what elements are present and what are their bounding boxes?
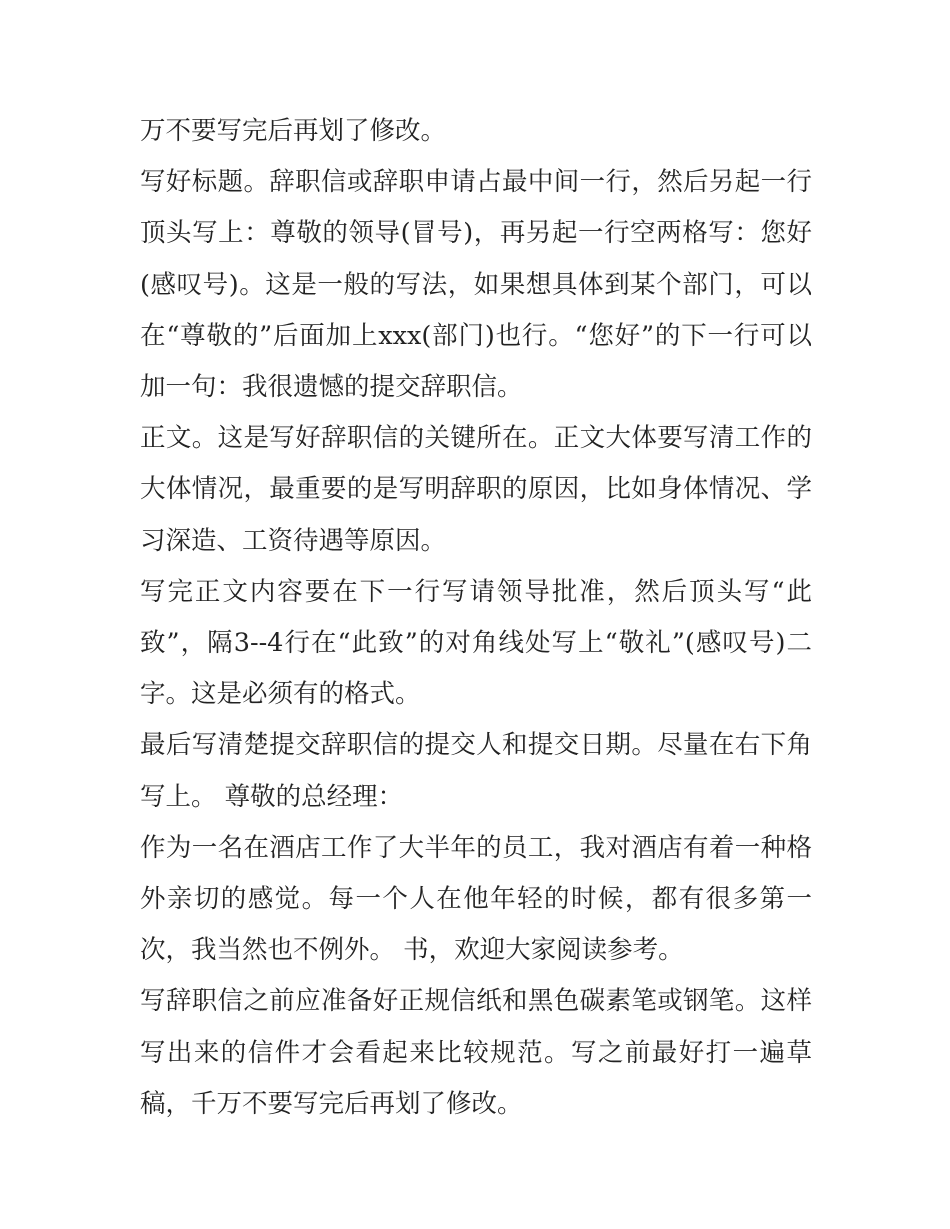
paragraph-3: 正文。这是写好辞职信的关键所在。正文大体要写清工作的大体情况，最重要的是写明辞职的原因，比如身体情况、学习深造、工资待遇等原因。 xyxy=(140,423,812,556)
paragraph-6: 作为一名在酒店工作了大半年的员工，我对酒店有着一种格外亲切的感觉。每一个人在他年轻的时候，都有很多第一次，我当然也不例外。 书，欢迎大家阅读参考。 xyxy=(140,832,812,966)
paragraph-5: 最后写清楚提交辞职信的提交人和提交日期。尽量在右下角写上。 尊敬的总经理： xyxy=(140,730,812,812)
document-body xyxy=(140,106,812,1130)
paragraph-2: 写好标题。辞职信或辞职申请占最中间一行，然后另起一行顶头写上：尊敬的领导(冒号)，再另起一行空两格写：您好(感叹号)。这是一般的写法，如果想具体到某个部门，可以在“尊敬的”后面加上xxx(部门)也行。“您好”的下一行可以加一句：我很遗憾的提交辞职信。 xyxy=(140,167,812,403)
paragraph-4: 写完正文内容要在下一行写请领导批准，然后顶头写“此致”，隔3--4行在“此致”的对角线处写上“敬礼”(感叹号)二字。这是必须有的格式。 xyxy=(140,576,812,710)
paragraph-1: 万不要写完后再划了修改。 xyxy=(140,116,447,146)
paragraph-7: 写辞职信之前应准备好正规信纸和黑色碳素笔或钢笔。这样写出来的信件才会看起来比较规范。写之前最好打一遍草稿，千万不要写完后再划了修改。 xyxy=(140,986,812,1119)
